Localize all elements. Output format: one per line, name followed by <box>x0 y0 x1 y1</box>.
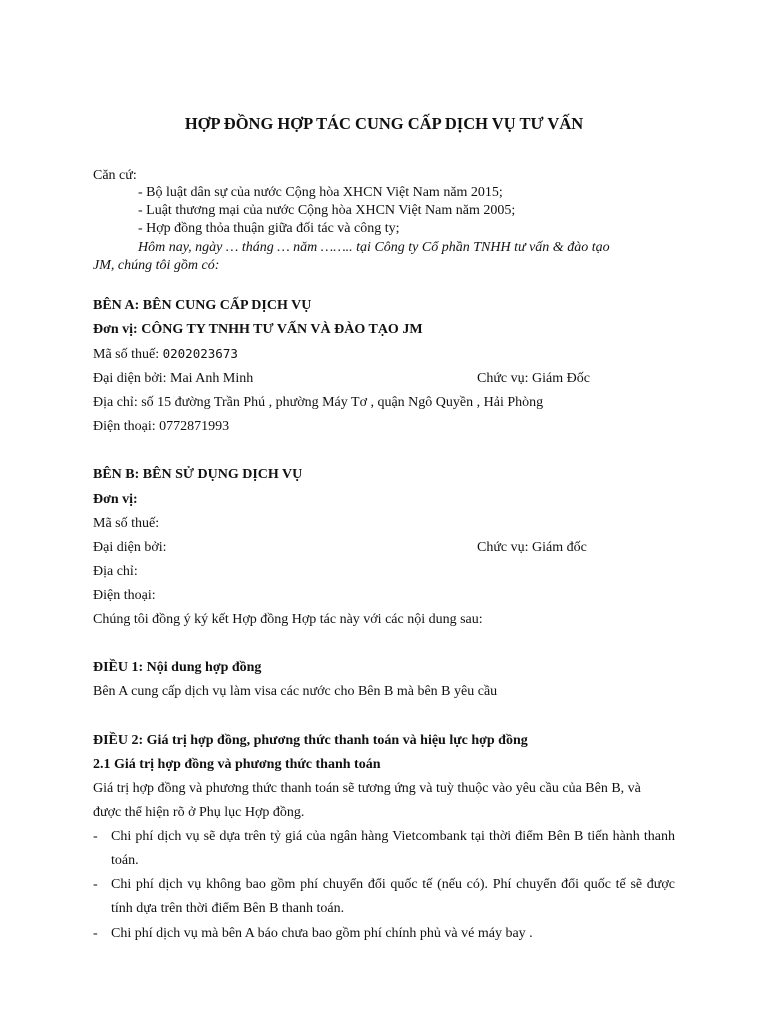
list-item-text: Chi phí dịch vụ sẽ dựa trên tỷ giá của ngân hàng Vietcombank tại thời điểm Bên B tiến hành thanh toán. <box>111 829 675 868</box>
preamble-item-1: - Bộ luật dân sự của nước Cộng hòa XHCN Việt Nam năm 2015; <box>138 185 503 200</box>
article-2-heading: ĐIỀU 2: Giá trị hợp đồng, phương thức thanh toán và hiệu lực hợp đồng <box>93 733 528 748</box>
party-a-heading: BÊN A: BÊN CUNG CẤP DỊCH VỤ <box>93 298 312 313</box>
list-bullet: - <box>93 926 98 941</box>
party-a-tax <box>93 342 675 367</box>
party-a-unit-label: Đơn vị: <box>93 322 142 337</box>
party-a-address: Địa chỉ: số 15 đường Trần Phú , phường Máy Tơ , quận Ngô Quyền , Hải Phòng <box>93 395 544 410</box>
list-bullet: - <box>93 877 98 892</box>
party-a-tax-label: Mã số thuế: <box>93 347 163 362</box>
article-2-subheading: 2.1 Giá trị hợp đồng và phương thức thanh toán <box>93 757 381 772</box>
list-item-text: Chi phí dịch vụ mà bên A báo chưa bao gồm phí chính phủ và vé máy bay . <box>111 926 533 941</box>
preamble-italic-line-2: JM, chúng tôi gồm có: <box>93 258 220 273</box>
party-a-rep-label: Đại diện bởi: Mai Anh Minh <box>93 371 254 386</box>
party-a-position: Chức vụ: Giám Đốc <box>477 371 590 386</box>
party-b-tax: Mã số thuế: <box>93 516 160 531</box>
article-2-body-line-1: Giá trị hợp đồng và phương thức thanh toán sẽ tương ứng và tuỳ thuộc vào yêu cầu của Bên B, và <box>93 781 641 796</box>
party-a-unit <box>93 318 675 342</box>
list-item-text: Chi phí dịch vụ không bao gồm phí chuyển đổi quốc tế (nếu có). Phí chuyển đổi quốc tế sẽ được tính dựa trên thời điểm Bên B thanh toán. <box>111 877 675 916</box>
preamble-italic-line-1: Hôm nay, ngày … tháng … năm …….. tại Công ty Cổ phần TNHH tư vấn & đào tạo <box>138 240 610 255</box>
party-b-address: Địa chỉ: <box>93 564 138 579</box>
party-a-unit-value: CÔNG TY TNHH TƯ VẤN VÀ ĐÀO TẠO JM <box>141 322 423 337</box>
party-b-representative: Đại diện bởi: <box>93 540 167 555</box>
preamble-item-3: - Hợp đồng thỏa thuận giữa đối tác và công ty; <box>138 221 400 236</box>
article-1-heading: ĐIỀU 1: Nội dung hợp đồng <box>93 660 262 675</box>
party-b-heading: BÊN B: BÊN SỬ DỤNG DỊCH VỤ <box>93 467 303 482</box>
article-1-body: Bên A cung cấp dịch vụ làm visa các nước cho Bên B mà bên B yêu cầu <box>93 684 498 699</box>
article-2-body-line-2: được thể hiện rõ ở Phụ lục Hợp đồng. <box>93 805 305 820</box>
preamble-heading: Căn cứ: <box>93 168 137 183</box>
document-title: HỢP ĐỒNG HỢP TÁC CUNG CẤP DỊCH VỤ TƯ VẤN <box>184 114 584 133</box>
party-b-agreement: Chúng tôi đồng ý ký kết Hợp đồng Hợp tác này với các nội dung sau: <box>93 612 483 627</box>
party-a-phone: Điện thoại: 0772871993 <box>93 419 230 434</box>
party-b-unit: Đơn vị: <box>93 492 138 507</box>
preamble-item-2: - Luật thương mại của nước Cộng hòa XHCN Việt Nam năm 2005; <box>138 203 516 218</box>
party-a-tax-value: 0202023673 <box>162 346 238 361</box>
party-b-phone: Điện thoại: <box>93 588 156 603</box>
list-bullet: - <box>93 829 98 844</box>
party-b-position: Chức vụ: Giám đốc <box>477 540 587 555</box>
